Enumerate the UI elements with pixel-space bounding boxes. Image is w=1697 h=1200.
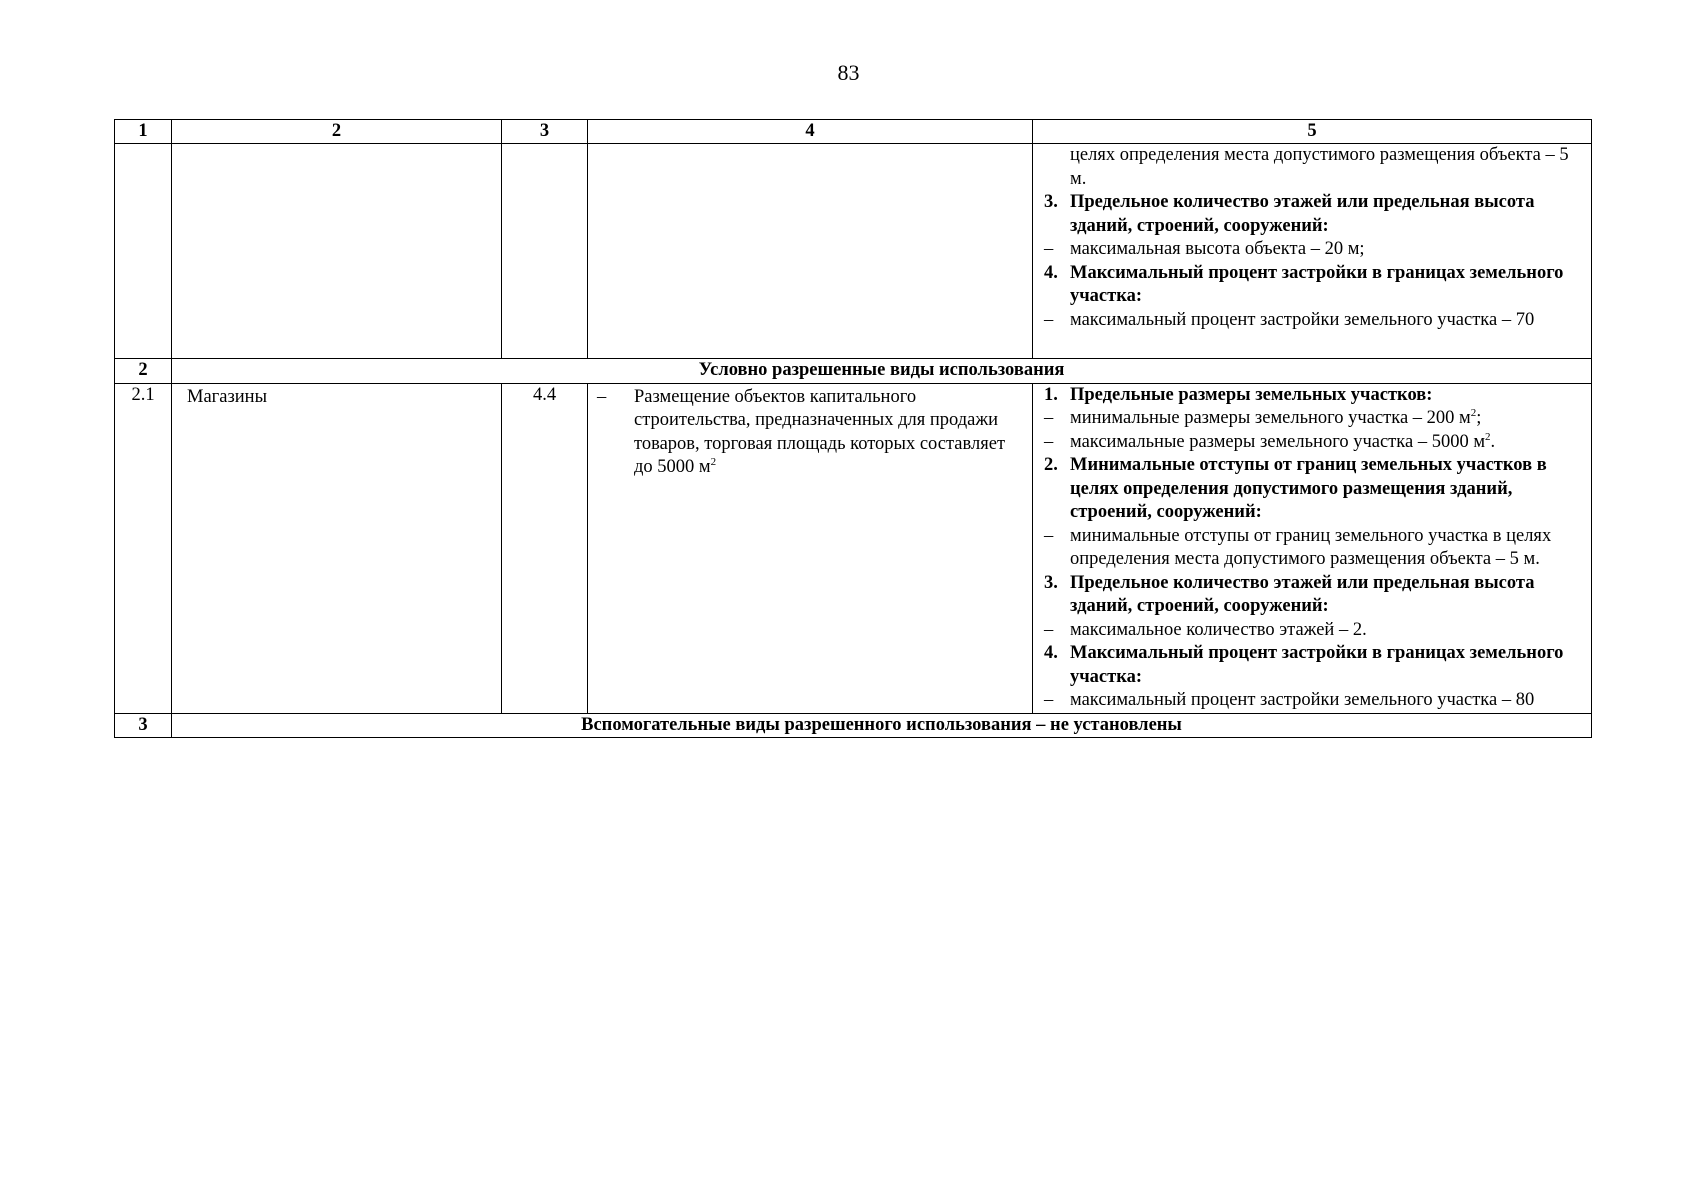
section-number: 2 (115, 359, 172, 384)
section-title: Условно разрешенные виды использования (172, 359, 1592, 384)
header-col-5: 5 (1033, 120, 1592, 144)
item-marker: 3. (1044, 572, 1058, 593)
item-text: максимальная высота объекта – 20 м; (1070, 239, 1365, 259)
param-item (1033, 309, 1577, 333)
cell-continued-3 (502, 144, 588, 359)
item-text: максимальный процент застройки земельного участка – 80 (1070, 690, 1535, 710)
item-text: максимальные размеры земельного участка – 5000 м (1070, 431, 1486, 452)
item-marker: 2. (1044, 455, 1058, 475)
cell-continued-1 (115, 144, 172, 359)
header-col-2: 2 (172, 120, 502, 144)
section-number: 3 (115, 713, 172, 738)
item-tail: . (1490, 431, 1496, 452)
item-marker: 4. (1044, 262, 1058, 283)
item-text-wrap (1070, 238, 1577, 262)
cell-continued-params (1033, 144, 1592, 359)
param-item (1033, 238, 1577, 262)
param-heading (1033, 572, 1577, 619)
param-item (1033, 689, 1577, 713)
cell-continued-4 (588, 144, 1033, 359)
param-continued (1033, 144, 1577, 191)
item-marker: – (1044, 239, 1054, 259)
row-number: 2.1 (115, 383, 172, 713)
item-text-wrap (1070, 525, 1577, 572)
param-item (1033, 407, 1577, 431)
item-text-wrap (1070, 572, 1577, 619)
param-item (1033, 431, 1577, 455)
item-text-wrap (1070, 144, 1577, 191)
item-marker: – (1044, 619, 1054, 640)
item-marker: – (1044, 690, 1054, 710)
item-text-wrap (1070, 262, 1577, 309)
item-text-wrap (1070, 431, 1577, 455)
item-marker: 3. (1044, 192, 1058, 212)
use-code: 4.4 (502, 383, 588, 713)
item-text: Максимальный процент застройки в границах земельного участка: (1070, 643, 1564, 687)
table-row-2-1 (115, 383, 1592, 713)
item-marker: – (1044, 408, 1054, 428)
item-text-wrap (1070, 454, 1577, 525)
header-col-1: 1 (115, 120, 172, 144)
item-text-wrap (1070, 689, 1577, 713)
section-title: Вспомогательные виды разрешенного использования – не установлены (172, 713, 1592, 738)
header-col-3: 3 (502, 120, 588, 144)
header-row (115, 120, 1592, 144)
page-number: 83 (837, 60, 860, 85)
section-row-3 (115, 713, 1592, 738)
param-heading (1033, 262, 1577, 309)
item-marker: 1. (1044, 384, 1058, 405)
param-item (1033, 619, 1577, 643)
item-text: Минимальные отступы от границ земельных участков в целях определения допустимого размещения зданий, строений, сооружений: (1070, 455, 1547, 522)
item-text: Предельное количество этажей или предельная высота зданий, строений, сооружений: (1070, 192, 1535, 236)
use-name: Магазины (172, 383, 502, 713)
item-text-wrap (1070, 642, 1577, 689)
item-text-wrap (1070, 191, 1577, 238)
param-heading (1033, 384, 1577, 408)
item-text: Предельные размеры земельных участков: (1070, 384, 1433, 405)
description-text: Размещение объектов капитального строительства, предназначенных для продажи товаров, торговая площадь которых составляет до 5000 м (634, 386, 1006, 477)
zoning-table (114, 119, 1592, 738)
param-item (1033, 525, 1577, 572)
item-text-wrap (1070, 309, 1577, 333)
param-heading (1033, 454, 1577, 525)
item-text-wrap (1070, 619, 1577, 643)
param-heading (1033, 191, 1577, 238)
item-marker: – (1044, 309, 1054, 330)
item-tail: ; (1476, 408, 1482, 428)
item-text: максимальный процент застройки земельного участка – 70 (1070, 309, 1535, 330)
item-superscript: 2 (1470, 406, 1477, 419)
item-text: целях определения места допустимого размещения объекта – 5 м. (1070, 145, 1569, 189)
use-description (588, 383, 1033, 713)
item-marker (1033, 144, 1070, 191)
item-text: Максимальный процент застройки в границах земельного участка: (1070, 262, 1564, 306)
description-sup: 2 (710, 455, 717, 468)
item-text: Предельное количество этажей или предельная высота зданий, строений, сооружений: (1070, 572, 1535, 616)
param-heading (1033, 642, 1577, 689)
header-col-4: 4 (588, 120, 1033, 144)
table-row-continued (115, 144, 1592, 359)
item-text: максимальное количество этажей – 2. (1070, 619, 1367, 640)
item-text-wrap (1070, 407, 1577, 431)
item-text: минимальные размеры земельного участка – 200 м (1070, 408, 1471, 428)
item-marker: – (1044, 525, 1054, 546)
use-parameters (1033, 383, 1592, 713)
cell-continued-2 (172, 144, 502, 359)
section-row-2 (115, 359, 1592, 384)
item-text-wrap (1070, 384, 1577, 408)
item-marker: – (1044, 431, 1054, 452)
description-dash: – (597, 386, 607, 407)
item-marker: 4. (1044, 643, 1058, 663)
item-text: минимальные отступы от границ земельного участка в целях определения места допустимого размещения объекта – 5 м. (1070, 525, 1552, 569)
item-superscript: 2 (1485, 430, 1491, 443)
